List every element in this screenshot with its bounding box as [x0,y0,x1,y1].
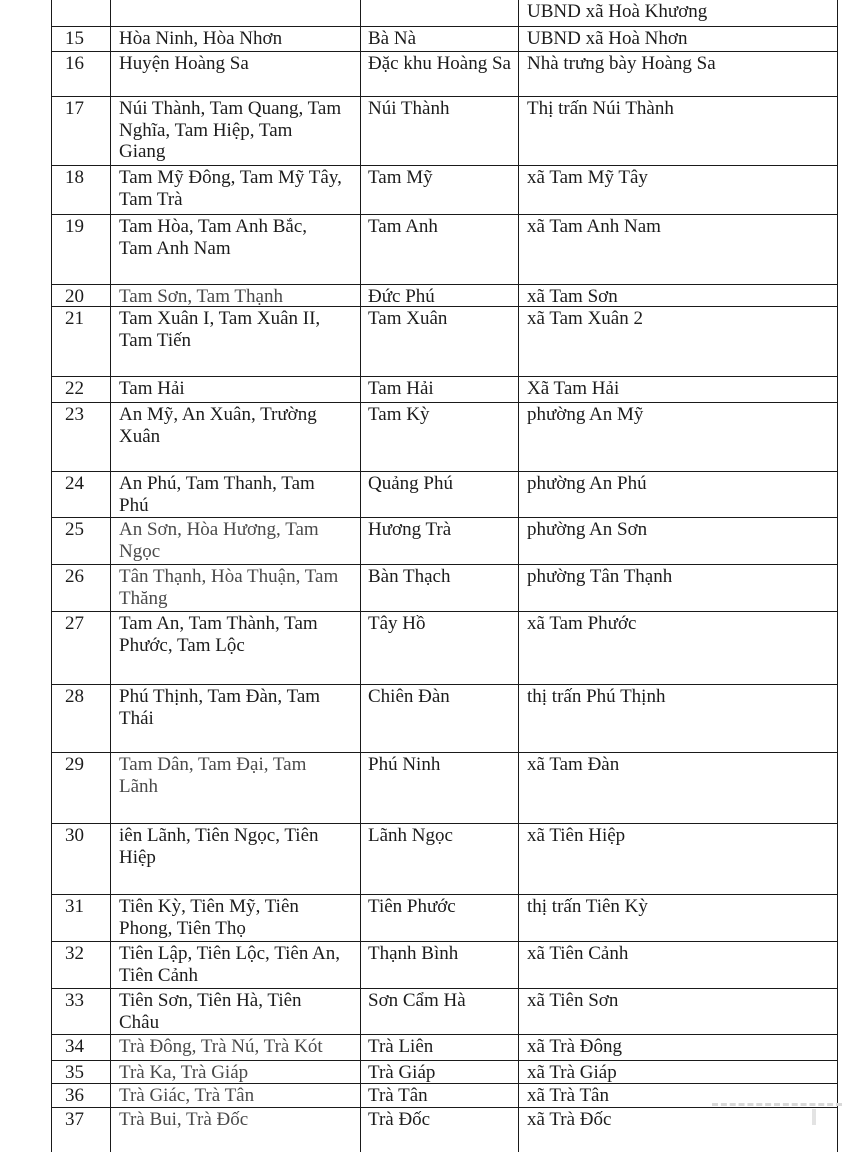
row-number-cell: 25 [51,518,111,564]
new-unit-cell: Hương Trà [361,518,519,564]
row-number-cell: 19 [51,215,111,284]
new-unit-cell: Tam Kỳ [361,403,519,471]
old-units-cell: Trà Bui, Trà Đốc [111,1108,361,1152]
table-row-31 [51,895,838,942]
headquarters-cell: xã Tiên Cảnh [519,942,838,988]
table-row-28 [51,685,838,753]
row-number-cell: 32 [51,942,111,988]
table-row-27 [51,612,838,685]
headquarters-cell: xã Tiên Hiệp [519,824,838,894]
table-row-23 [51,403,838,472]
table-row-17 [51,97,838,166]
old-units-cell: Núi Thành, Tam Quang, Tam Nghĩa, Tam Hiệp, Tam Giang [111,97,361,165]
headquarters-cell: xã Trà Giáp [519,1061,838,1083]
headquarters-cell: xã Trà Đốc [519,1108,838,1152]
old-units-cell: Tiên Sơn, Tiên Hà, Tiên Châu [111,989,361,1034]
new-unit-cell: Đặc khu Hoàng Sa [361,52,519,96]
watermark-artifact [712,1103,842,1106]
new-unit-cell: Đức Phú [361,285,519,306]
old-units-cell [111,0,361,26]
admin-units-table [51,0,838,1152]
headquarters-cell: Thị trấn Núi Thành [519,97,838,165]
old-units-cell: Tiên Lập, Tiên Lộc, Tiên An, Tiên Cảnh [111,942,361,988]
headquarters-cell: phường Tân Thạnh [519,565,838,611]
row-number-cell: 20 [51,285,111,306]
row-number-cell: 30 [51,824,111,894]
watermark-artifact-tail [812,1109,816,1125]
new-unit-cell [361,0,519,26]
old-units-cell: An Mỹ, An Xuân, Trường Xuân [111,403,361,471]
old-units-cell: Tiên Kỳ, Tiên Mỹ, Tiên Phong, Tiên Thọ [111,895,361,941]
table-row-32 [51,942,838,989]
old-units-cell: An Sơn, Hòa Hương, Tam Ngọc [111,518,361,564]
old-units-cell: Trà Ka, Trà Giáp [111,1061,361,1083]
table-row-22 [51,377,838,403]
table-row-29 [51,753,838,824]
old-units-cell: An Phú, Tam Thanh, Tam Phú [111,472,361,517]
headquarters-cell: UBND xã Hoà Nhơn [519,27,838,51]
old-units-cell: Phú Thịnh, Tam Đàn, Tam Thái [111,685,361,752]
new-unit-cell: Tây Hồ [361,612,519,684]
headquarters-cell: phường An Mỹ [519,403,838,471]
new-unit-cell: Trà Đốc [361,1108,519,1152]
headquarters-cell: UBND xã Hoà Khương [519,0,838,26]
new-unit-cell: Lãnh Ngọc [361,824,519,894]
new-unit-cell: Chiên Đàn [361,685,519,752]
old-units-cell: iên Lãnh, Tiên Ngọc, Tiên Hiệp [111,824,361,894]
table-row-19 [51,215,838,285]
table-row-33 [51,989,838,1035]
table-row-37 [51,1108,838,1152]
new-unit-cell: Quảng Phú [361,472,519,517]
new-unit-cell: Tam Hải [361,377,519,402]
row-number-cell: 18 [51,166,111,214]
row-number-cell: 15 [51,27,111,51]
new-unit-cell: Bàn Thạch [361,565,519,611]
new-unit-cell: Núi Thành [361,97,519,165]
row-number-cell: 21 [51,307,111,376]
headquarters-cell: thị trấn Phú Thịnh [519,685,838,752]
headquarters-cell: xã Tam Phước [519,612,838,684]
headquarters-cell: xã Tam Xuân 2 [519,307,838,376]
old-units-cell: Tam Hòa, Tam Anh Bắc, Tam Anh Nam [111,215,361,284]
old-units-cell: Tam An, Tam Thành, Tam Phước, Tam Lộc [111,612,361,684]
table-row-20 [51,285,838,307]
table-row-25 [51,518,838,565]
old-units-cell: Hòa Ninh, Hòa Nhơn [111,27,361,51]
headquarters-cell: phường An Phú [519,472,838,517]
row-number-cell: 34 [51,1035,111,1060]
new-unit-cell: Tam Anh [361,215,519,284]
row-number-cell: 26 [51,565,111,611]
table-row-34 [51,1035,838,1061]
new-unit-cell: Phú Ninh [361,753,519,823]
headquarters-cell: Nhà trưng bày Hoàng Sa [519,52,838,96]
table-row-15 [51,27,838,52]
new-unit-cell: Bà Nà [361,27,519,51]
new-unit-cell: Tam Xuân [361,307,519,376]
headquarters-cell: xã Trà Đông [519,1035,838,1060]
old-units-cell: Tân Thạnh, Hòa Thuận, Tam Thăng [111,565,361,611]
table-row-26 [51,565,838,612]
new-unit-cell: Thạnh Bình [361,942,519,988]
new-unit-cell: Sơn Cẩm Hà [361,989,519,1034]
row-number-cell [51,0,111,26]
headquarters-cell: Xã Tam Hải [519,377,838,402]
row-number-cell: 22 [51,377,111,402]
headquarters-cell: xã Tam Đàn [519,753,838,823]
table-row-24 [51,472,838,518]
old-units-cell: Tam Sơn, Tam Thạnh [111,285,361,306]
row-number-cell: 17 [51,97,111,165]
new-unit-cell: Trà Liên [361,1035,519,1060]
headquarters-cell: xã Tam Sơn [519,285,838,306]
headquarters-cell: xã Tam Anh Nam [519,215,838,284]
new-unit-cell: Trà Giáp [361,1061,519,1083]
headquarters-cell: thị trấn Tiên Kỳ [519,895,838,941]
old-units-cell: Tam Hải [111,377,361,402]
old-units-cell: Tam Xuân I, Tam Xuân II, Tam Tiến [111,307,361,376]
row-number-cell: 16 [51,52,111,96]
row-number-cell: 23 [51,403,111,471]
old-units-cell: Trà Giác, Trà Tân [111,1084,361,1107]
new-unit-cell: Trà Tân [361,1084,519,1107]
row-number-cell: 35 [51,1061,111,1083]
new-unit-cell: Tiên Phước [361,895,519,941]
headquarters-cell: xã Trà Tân [519,1084,838,1107]
row-number-cell: 31 [51,895,111,941]
row-number-cell: 33 [51,989,111,1034]
table-row-16 [51,52,838,97]
row-number-cell: 36 [51,1084,111,1107]
row-number-cell: 24 [51,472,111,517]
old-units-cell: Huyện Hoàng Sa [111,52,361,96]
old-units-cell: Tam Dân, Tam Đại, Tam Lãnh [111,753,361,823]
row-number-cell: 27 [51,612,111,684]
table-row-partial [51,0,838,27]
table-row-18 [51,166,838,215]
headquarters-cell: xã Tam Mỹ Tây [519,166,838,214]
row-number-cell: 37 [51,1108,111,1152]
row-number-cell: 28 [51,685,111,752]
headquarters-cell: xã Tiên Sơn [519,989,838,1034]
table-row-30 [51,824,838,895]
table-row-21 [51,307,838,377]
new-unit-cell: Tam Mỹ [361,166,519,214]
old-units-cell: Trà Đông, Trà Nú, Trà Kót [111,1035,361,1060]
old-units-cell: Tam Mỹ Đông, Tam Mỹ Tây, Tam Trà [111,166,361,214]
table-row-35 [51,1061,838,1084]
headquarters-cell: phường An Sơn [519,518,838,564]
row-number-cell: 29 [51,753,111,823]
